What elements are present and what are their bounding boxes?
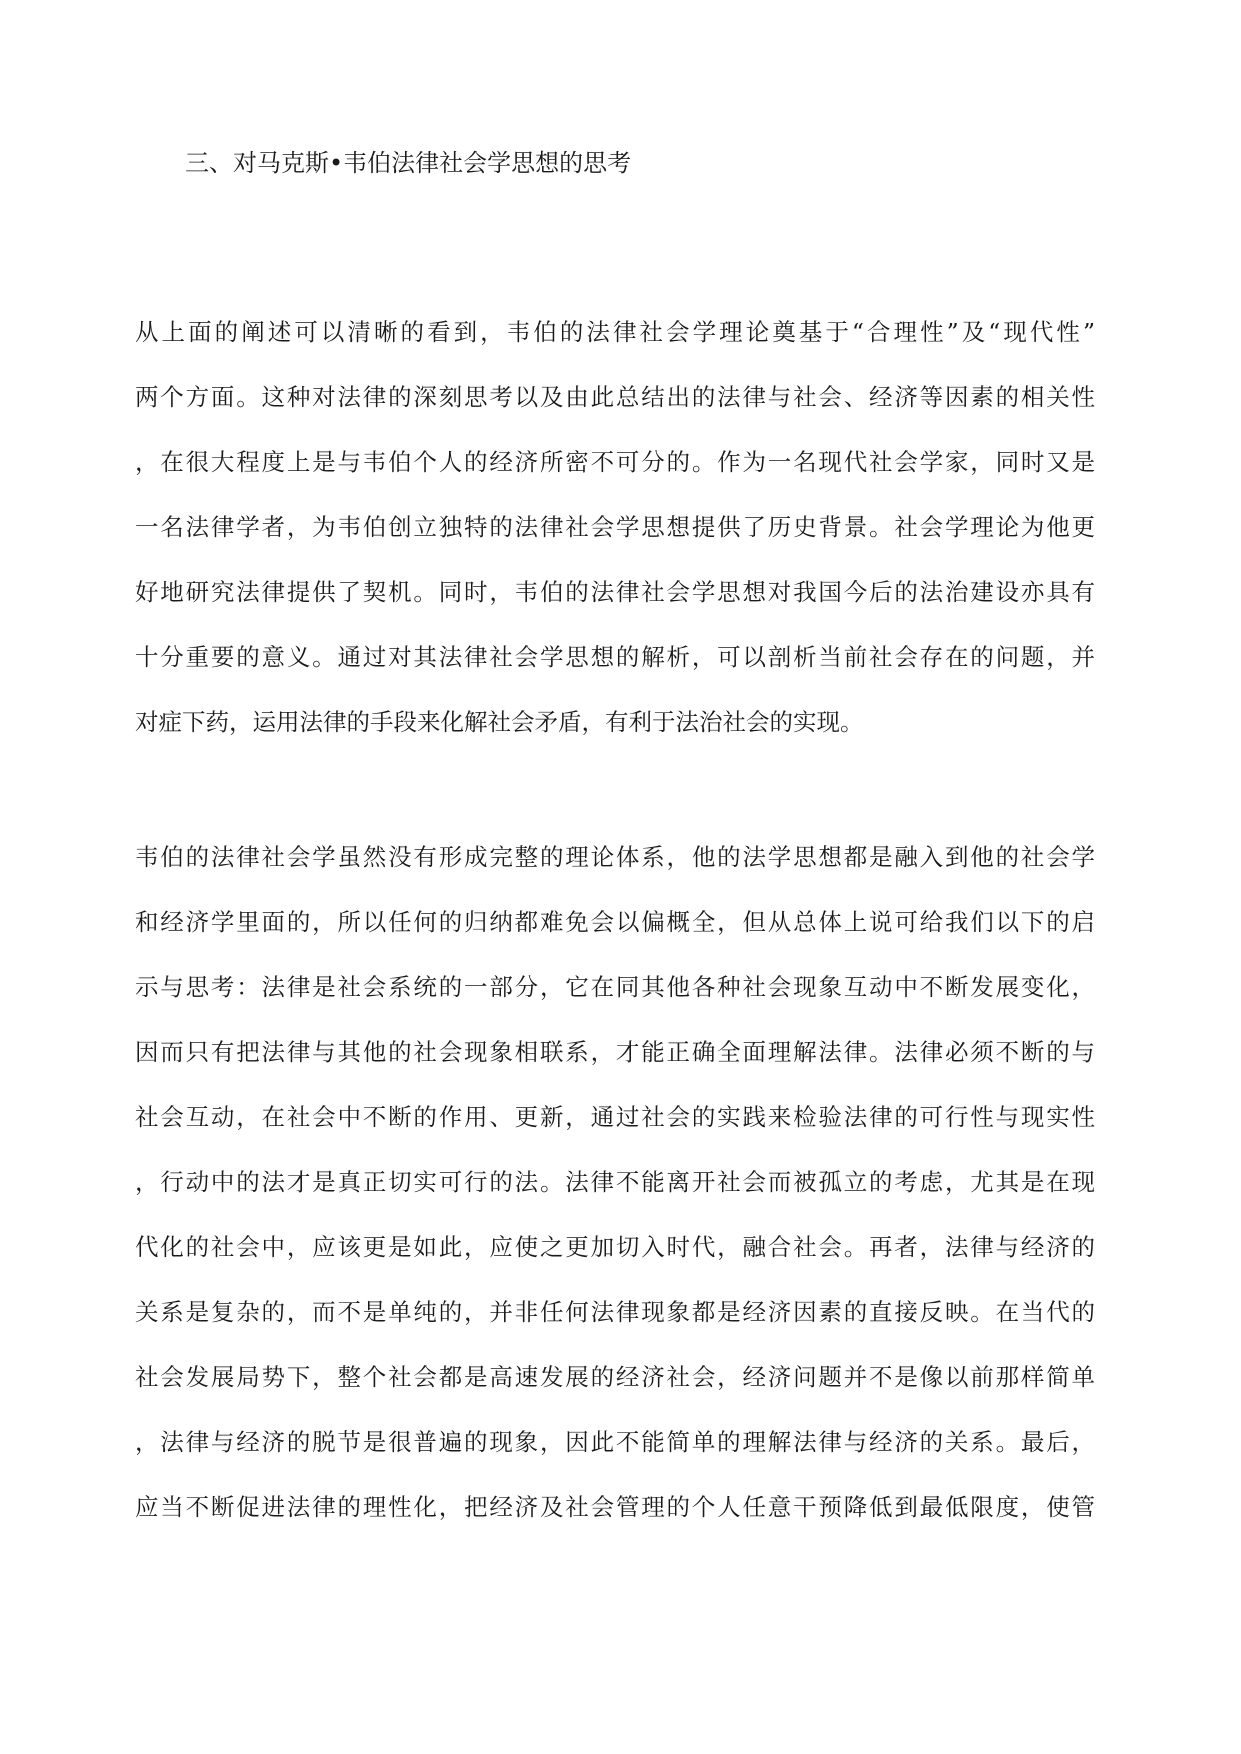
paragraph-line: 社会互动，在社会中不断的作用、更新，通过社会的实践来检验法律的可行性与现实性 — [135, 1103, 1095, 1131]
paragraph-line: 从上面的阐述可以清晰的看到，韦伯的法律社会学理论奠基于“合理性”及“现代性” — [135, 318, 1095, 346]
paragraph-line: ，法律与经济的脱节是很普遍的现象，因此不能简单的理解法律与经济的关系。最后， — [135, 1428, 1095, 1456]
paragraph-line: 对症下药，运用法律的手段来化解社会矛盾，有利于法治社会的实现。 — [135, 708, 864, 736]
paragraph-line: 应当不断促进法律的理性化，把经济及社会管理的个人任意干预降低到最低限度，使管 — [135, 1493, 1095, 1521]
paragraph-line: ，行动中的法才是真正切实可行的法。法律不能离开社会而被孤立的考虑，尤其是在现 — [135, 1168, 1095, 1196]
paragraph-line: 和经济学里面的，所以任何的归纳都难免会以偏概全，但从总体上说可给我们以下的启 — [135, 908, 1095, 936]
paragraph-line: 关系是复杂的，而不是单纯的，并非任何法律现象都是经济因素的直接反映。在当代的 — [135, 1298, 1095, 1326]
paragraph-line: 两个方面。这种对法律的深刻思考以及由此总结出的法律与社会、经济等因素的相关性 — [135, 383, 1095, 411]
paragraph-2 — [135, 825, 1095, 1540]
paragraph-line: 十分重要的意义。通过对其法律社会学思想的解析，可以剖析当前社会存在的问题，并 — [135, 643, 1095, 671]
paragraph-line: ，在很大程度上是与韦伯个人的经济所密不可分的。作为一名现代社会学家，同时又是 — [135, 448, 1095, 476]
paragraph-line: 好地研究法律提供了契机。同时，韦伯的法律社会学思想对我国今后的法治建设亦具有 — [135, 578, 1095, 606]
paragraph-line: 因而只有把法律与其他的社会现象相联系，才能正确全面理解法律。法律必须不断的与 — [135, 1038, 1095, 1066]
paragraph-line: 社会发展局势下，整个社会都是高速发展的经济社会，经济问题并不是像以前那样简单 — [135, 1363, 1095, 1391]
paragraph-line: 示与思考：法律是社会系统的一部分，它在同其他各种社会现象互动中不断发展变化， — [135, 973, 1095, 1001]
paragraph-line: 一名法律学者，为韦伯创立独特的法律社会学思想提供了历史背景。社会学理论为他更 — [135, 513, 1095, 541]
section-heading: 三、对马克斯•韦伯法律社会学思想的思考 — [185, 149, 632, 177]
paragraph-line: 韦伯的法律社会学虽然没有形成完整的理论体系，他的法学思想都是融入到他的社会学 — [135, 843, 1095, 871]
paragraph-1 — [135, 300, 1095, 755]
paragraph-line: 代化的社会中，应该更是如此，应使之更加切入时代，融合社会。再者，法律与经济的 — [135, 1233, 1095, 1261]
